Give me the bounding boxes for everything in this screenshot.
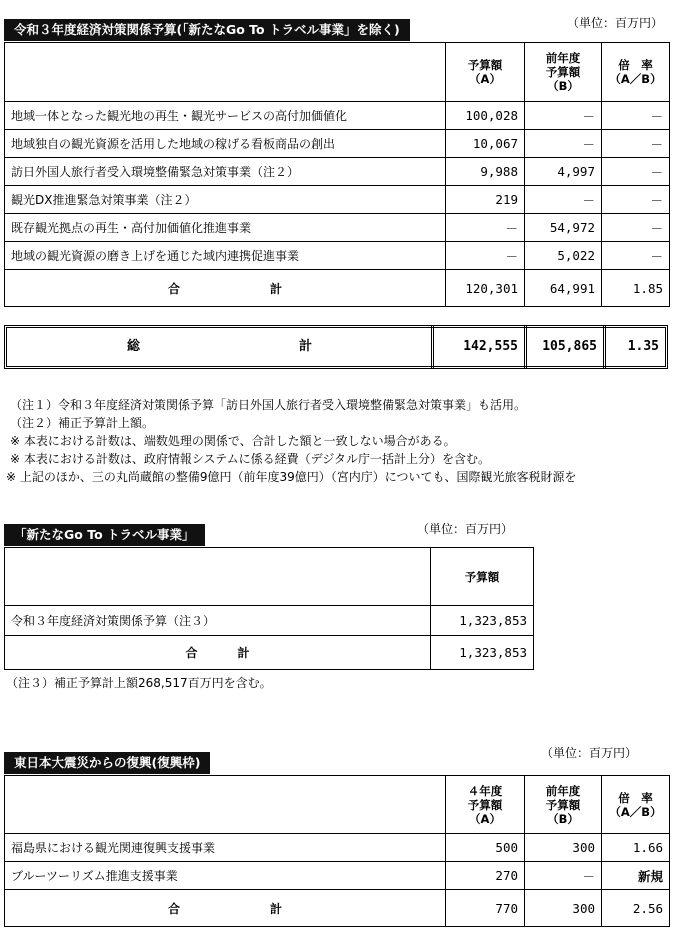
total-label: 合 計 <box>5 270 446 307</box>
header-blank <box>5 776 446 834</box>
note-line: ※ 本表における計数は、政府情報システムに係る経費（デジタル庁一括計上分）を含む。 <box>10 452 490 466</box>
row-ratio: － <box>602 102 670 130</box>
header-budget: 予算額 <box>431 548 534 606</box>
section1-unit: （単位：百万円） <box>567 16 664 30</box>
header-blank <box>5 43 446 102</box>
grand-total-ratio: 1.35 <box>627 339 659 354</box>
row-a: 100,028 <box>446 102 525 130</box>
total-ratio: 2.56 <box>602 890 670 927</box>
total-a: 120,301 <box>446 270 525 307</box>
table-row <box>5 242 670 270</box>
row-name: 福島県における観光関連復興支援事業 <box>5 834 446 862</box>
row-a: 1,323,853 <box>431 606 534 636</box>
row-b: 54,972 <box>525 214 602 242</box>
row-a: 500 <box>446 834 525 862</box>
table-row <box>5 158 670 186</box>
table-row <box>5 130 670 158</box>
header-budget-a: 予算額 （A） <box>446 43 525 102</box>
total-a: 1,323,853 <box>431 636 534 670</box>
table-row <box>5 862 670 890</box>
header-ratio: 倍 率 （A／B） <box>602 43 670 102</box>
row-name: 地域一体となった観光地の再生・観光サービスの高付加価値化 <box>5 102 446 130</box>
row-b: － <box>525 862 602 890</box>
row-name: 地域の観光資源の磨き上げを通じた域内連携促進事業 <box>5 242 446 270</box>
header-prev-budget-b: 前年度 予算額 （B） <box>525 776 602 834</box>
row-b: － <box>525 102 602 130</box>
row-a: － <box>446 242 525 270</box>
total-b: 64,991 <box>525 270 602 307</box>
section1-table <box>4 42 670 307</box>
total-ratio: 1.85 <box>602 270 670 307</box>
section2-title: 「新たなGo To トラベル事業」 <box>4 524 205 546</box>
total-label: 合 計 <box>5 890 446 927</box>
grand-total-b: 105,865 <box>542 339 597 354</box>
table-row <box>5 606 534 636</box>
row-b: 300 <box>525 834 602 862</box>
row-b: － <box>525 186 602 214</box>
note-line: （注２）補正予算計上額。 <box>10 416 155 430</box>
row-a: 10,067 <box>446 130 525 158</box>
section2-table <box>4 547 534 670</box>
row-b: 4,997 <box>525 158 602 186</box>
row-a: － <box>446 214 525 242</box>
row-b: 5,022 <box>525 242 602 270</box>
row-ratio: － <box>602 242 670 270</box>
row-a: 219 <box>446 186 525 214</box>
row-ratio: 1.66 <box>602 834 670 862</box>
header-budget-a: ４年度 予算額 （A） <box>446 776 525 834</box>
note-line: ※ 本表における計数は、端数処理の関係で、合計した額と一致しない場合がある。 <box>10 434 456 448</box>
row-a: 9,988 <box>446 158 525 186</box>
table-row <box>5 214 670 242</box>
header-ratio: 倍 率 （A／B） <box>602 776 670 834</box>
note-line: （注３）補正予算計上額268,517百万円を含む。 <box>6 676 272 690</box>
note-line: （注１）令和３年度経済対策関係予算「訪日外国人旅行者受入環境整備緊急対策事業」も活用。 <box>10 398 527 412</box>
total-b: 300 <box>525 890 602 927</box>
row-ratio: 新規 <box>602 862 670 890</box>
row-name: 令和３年度経済対策関係予算（注３） <box>5 606 431 636</box>
total-row <box>5 636 534 670</box>
row-name: ブルーツーリズム推進支援事業 <box>5 862 446 890</box>
grand-total-label-1: 総 <box>127 339 141 354</box>
grand-total-box <box>4 325 668 369</box>
section1-title: 令和３年度経済対策関係予算(「新たなGo To トラベル事業」を除く) <box>4 19 410 41</box>
row-ratio: － <box>602 186 670 214</box>
grand-total-a: 142,555 <box>463 339 518 354</box>
row-ratio: － <box>602 214 670 242</box>
table-row <box>5 834 670 862</box>
section3-unit: （単位：百万円） <box>541 746 638 760</box>
section2-unit: （単位：百万円） <box>417 522 514 536</box>
table-row <box>5 186 670 214</box>
row-name: 訪日外国人旅行者受入環境整備緊急対策事業（注２） <box>5 158 446 186</box>
row-name: 既存観光拠点の再生・高付加価値化推進事業 <box>5 214 446 242</box>
grand-total-label-2: 計 <box>299 339 313 354</box>
total-row <box>5 890 670 927</box>
total-label: 合 計 <box>5 636 431 670</box>
total-a: 770 <box>446 890 525 927</box>
row-a: 270 <box>446 862 525 890</box>
row-b: － <box>525 130 602 158</box>
header-prev-budget-b: 前年度 予算額 （B） <box>525 43 602 102</box>
total-row <box>5 270 670 307</box>
row-ratio: － <box>602 158 670 186</box>
section3-table <box>4 775 670 927</box>
note-line: ※ 上記のほか、三の丸尚蔵館の整備9億円（前年度39億円）（宮内庁）についても、国際観光旅客税財源を <box>6 470 577 484</box>
section3-title: 東日本大震災からの復興(復興枠) <box>4 752 210 774</box>
row-ratio: － <box>602 130 670 158</box>
header-blank <box>5 548 431 606</box>
row-name: 観光DX推進緊急対策事業（注２） <box>5 186 446 214</box>
table-row <box>5 102 670 130</box>
row-name: 地域独自の観光資源を活用した地域の稼げる看板商品の創出 <box>5 130 446 158</box>
